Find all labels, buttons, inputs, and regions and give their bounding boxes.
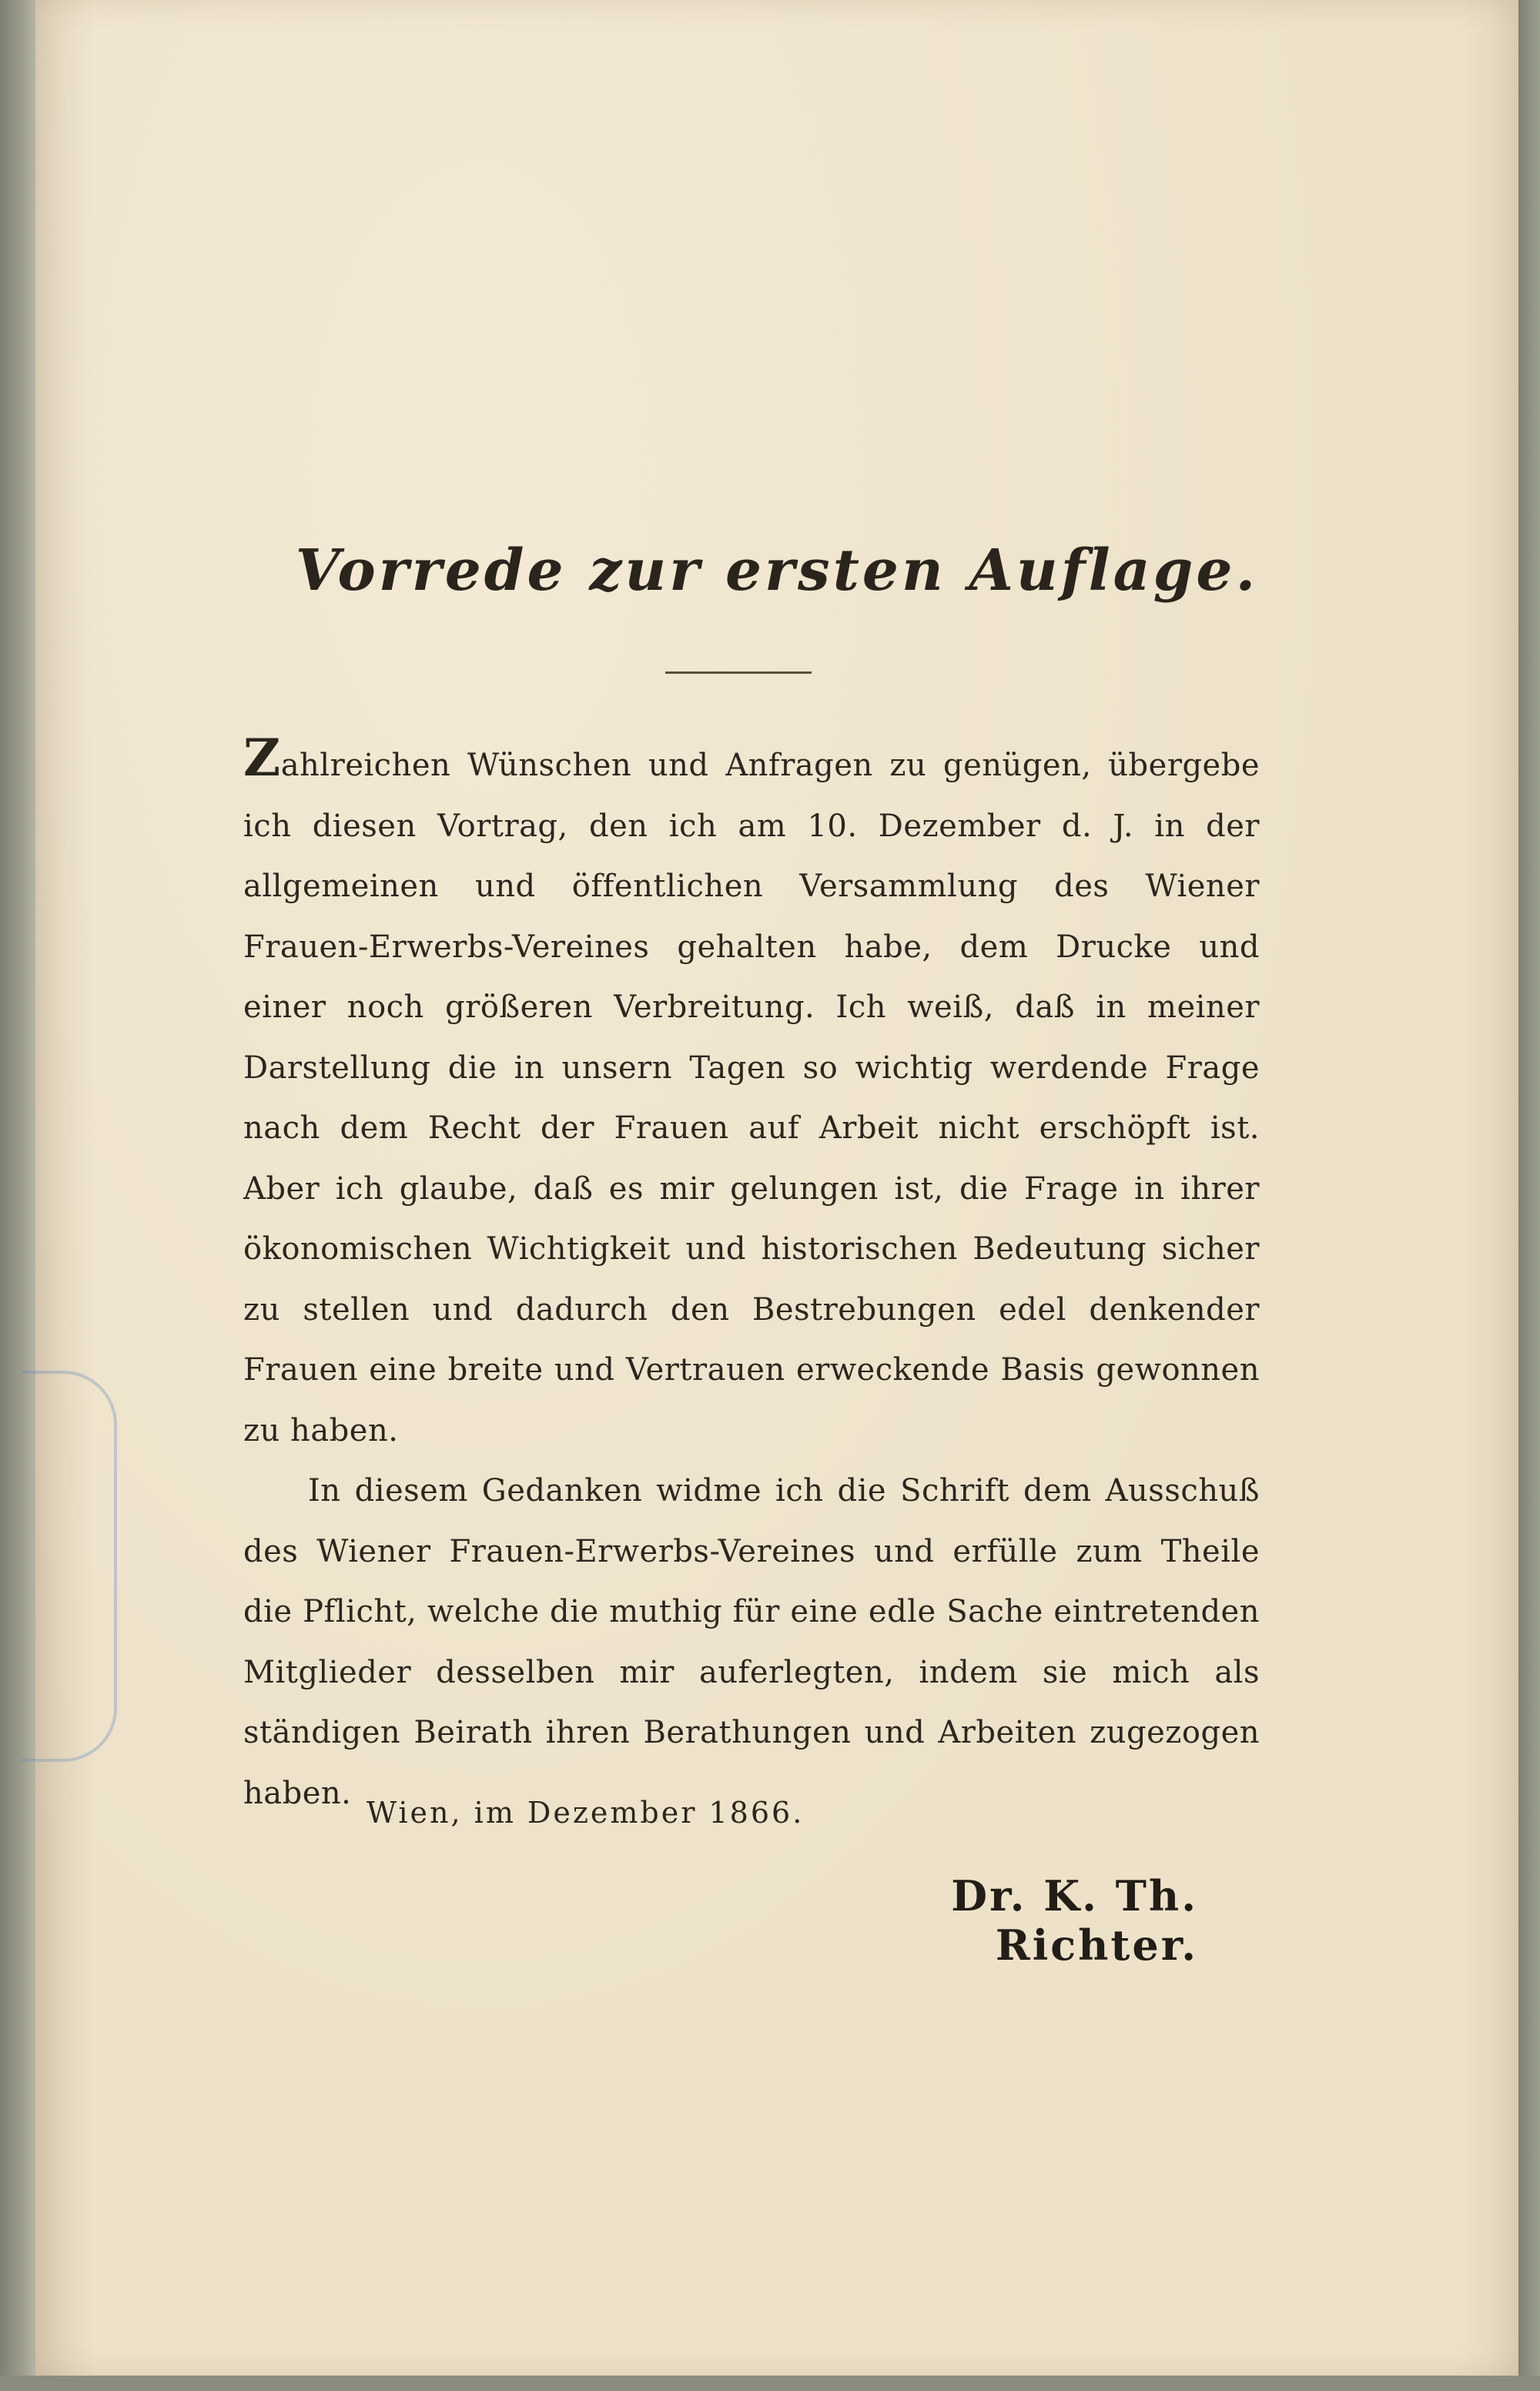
place-date: Wien, im Dezember 1866. bbox=[367, 1796, 805, 1830]
author-signature: Dr. K. Th. Richter. bbox=[951, 1871, 1198, 1970]
paragraph-2: In diesem Gedanken widme ich die Schrift dem Ausschuß des Wiener Frauen-Erwerbs-Vereines und erfülle zum Theile die Pflicht, welche die muthig für eine edle Sache eintretenden Mitglieder desselben mir auferlegten, indem sie mich als ständigen Beirath ihren Berathungen und Arbeiten zugezogen haben. bbox=[243, 1473, 1260, 1811]
book-cover-left-edge bbox=[0, 0, 35, 2391]
book-page bbox=[35, 0, 1518, 2376]
library-stamp bbox=[22, 1371, 117, 1762]
book-cover-right-edge bbox=[1518, 0, 1540, 2391]
preface-body bbox=[243, 728, 1260, 1823]
title-divider bbox=[665, 671, 812, 674]
book-cover-bottom-edge bbox=[0, 2376, 1540, 2391]
page-title: Vorrede zur ersten Auflage. bbox=[295, 537, 1259, 604]
paragraph-1: Zahlreichen Wünschen und Anfragen zu genügen, übergebe ich diesen Vortrag, den ich am 10. Dezember d. J. in der allgemeinen und öffentlichen Versammlung des Wiener Frauen-Erwerbs-Vereines gehalten habe, dem Drucke und einer noch größeren Verbreitung. Ich weiß, daß in meiner Darstellung die in unsern Tagen so wichtig werdende Frage nach dem Recht der Frauen auf Arbeit nicht erschöpft ist. Aber ich glaube, daß es mir gelungen ist, die Frage in ihrer ökonomischen Wichtigkeit und historischen Bedeutung sicher zu stellen und dadurch den Bestrebungen edel denkender Frauen eine breite und Vertrauen erweckende Basis gewonnen zu haben. bbox=[243, 728, 1260, 1448]
